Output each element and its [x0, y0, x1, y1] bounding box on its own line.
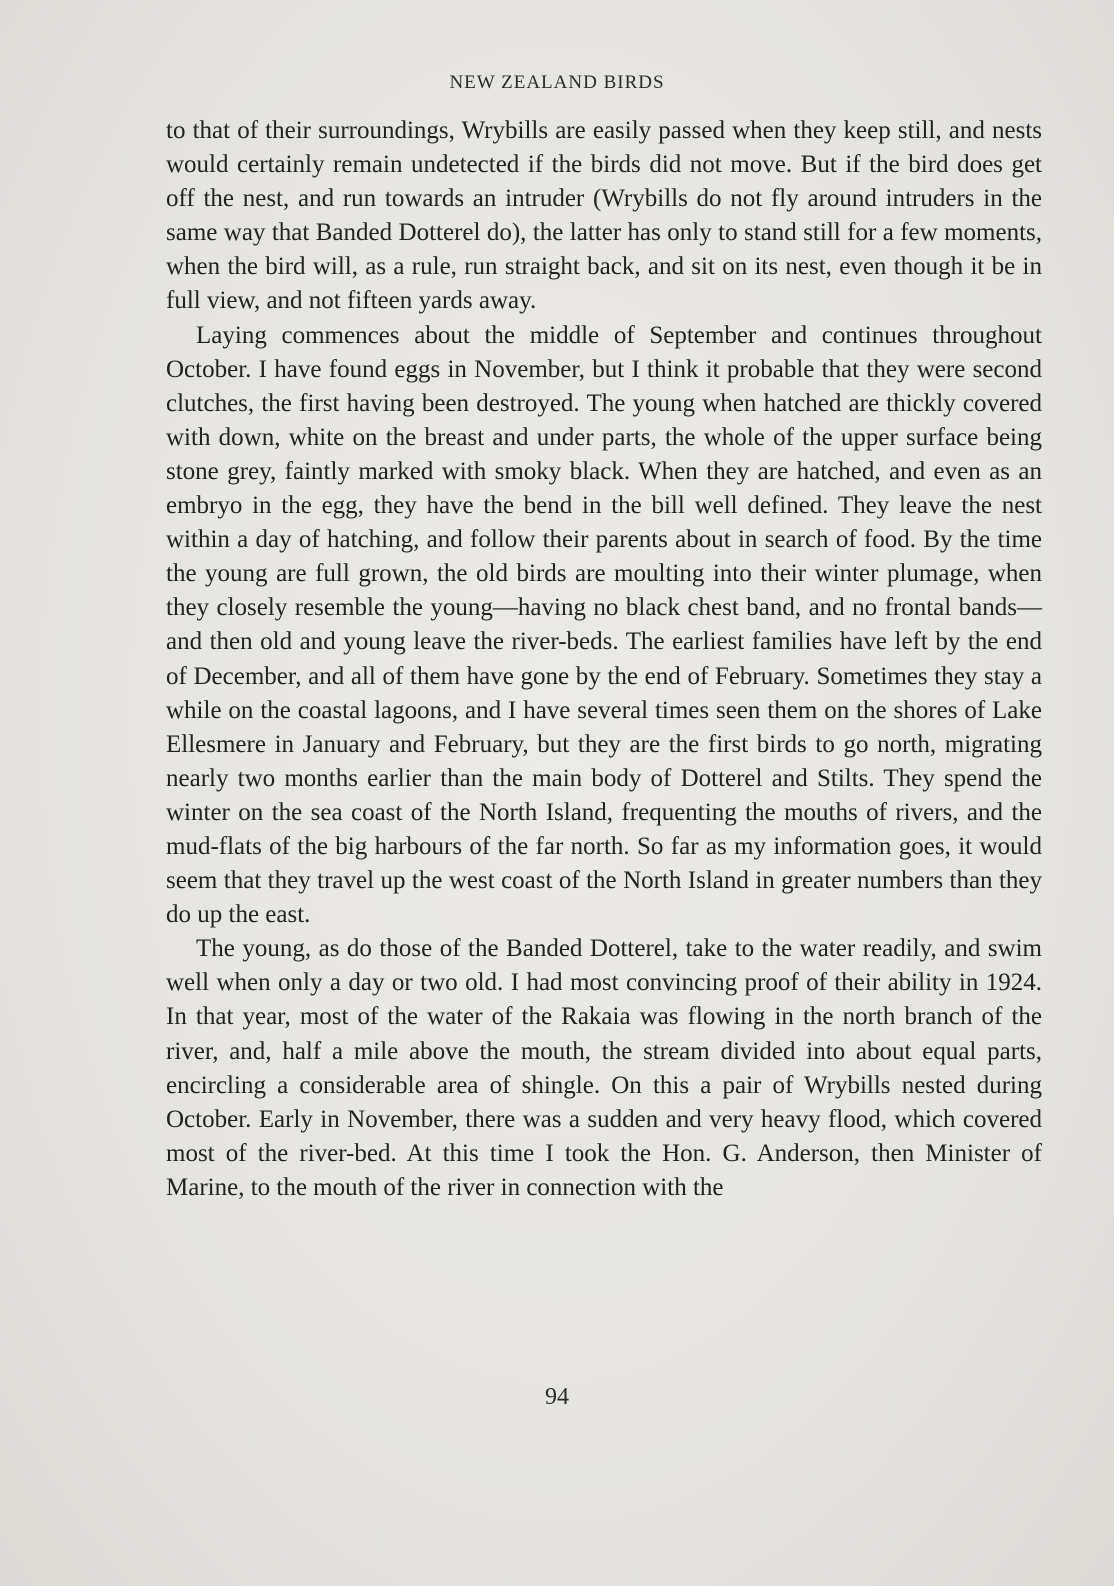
body-text	[166, 114, 1042, 1205]
paragraph-young-swim: The young, as do those of the Banded Dotterel, take to the water readily, and swim well when only a day or two old. I had most convincing proof of their ability in 1924. In that year, most of the water of the Rakaia was flowing in the north branch of the river, and, half a mile above the mouth, the stream divided into about equal parts, encircling a considerable area of shingle. On this a pair of Wrybills nested during October. Early in November, there was a sudden and very heavy flood, which covered most of the river-bed. At this time I took the Hon. G. Anderson, then Minister of Marine, to the mouth of the river in connection with the	[166, 935, 1042, 1201]
paragraph-continued: to that of their surroundings, Wrybills are easily passed when they keep still, and nests would certainly remain undetected if the birds did not move. But if the bird does get off the nest, and run towards an intruder (Wrybills do not fly around intruders in the same way that Banded Dotterel do), the latter has only to stand still for a few moments, when the bird will, as a rule, run straight back, and sit on its nest, even though it be in full view, and not fifteen yards away.	[166, 117, 1042, 315]
paragraph-laying: Laying commences about the middle of September and continues throughout October. I have found eggs in November, but I think it probable that they were second clutches, the first having been destroyed. The young when hatched are thickly covered with down, white on the breast and under parts, the whole of the upper surface being stone grey, faintly marked with smoky black. When they are hatched, and even as an embryo in the egg, they have the bend in the bill well defined. They leave the nest within a day of hatching, and follow their parents about in search of food. By the time the young are full grown, the old birds are moulting into their winter plumage, when they closely resemble the young—having no black chest band, and no frontal bands—and then old and young leave the river-beds. The earliest families have left by the end of December, and all of them have gone by the end of February. Sometimes they stay a while on the coastal lagoons, and I have several times seen them on the shores of Lake Ellesmere in January and February, but they are the first birds to go north, migrating nearly two months earlier than the main body of Dotterel and Stilts. They spend the winter on the sea coast of the North Island, frequenting the mouths of rivers, and the mud-flats of the big harbours of the far north. So far as my information goes, it would seem that they travel up the west coast of the North Island in greater numbers than they do up the east.	[166, 321, 1042, 929]
running-head: NEW ZEALAND BIRDS	[449, 72, 665, 93]
page-number: 94	[545, 1384, 569, 1410]
